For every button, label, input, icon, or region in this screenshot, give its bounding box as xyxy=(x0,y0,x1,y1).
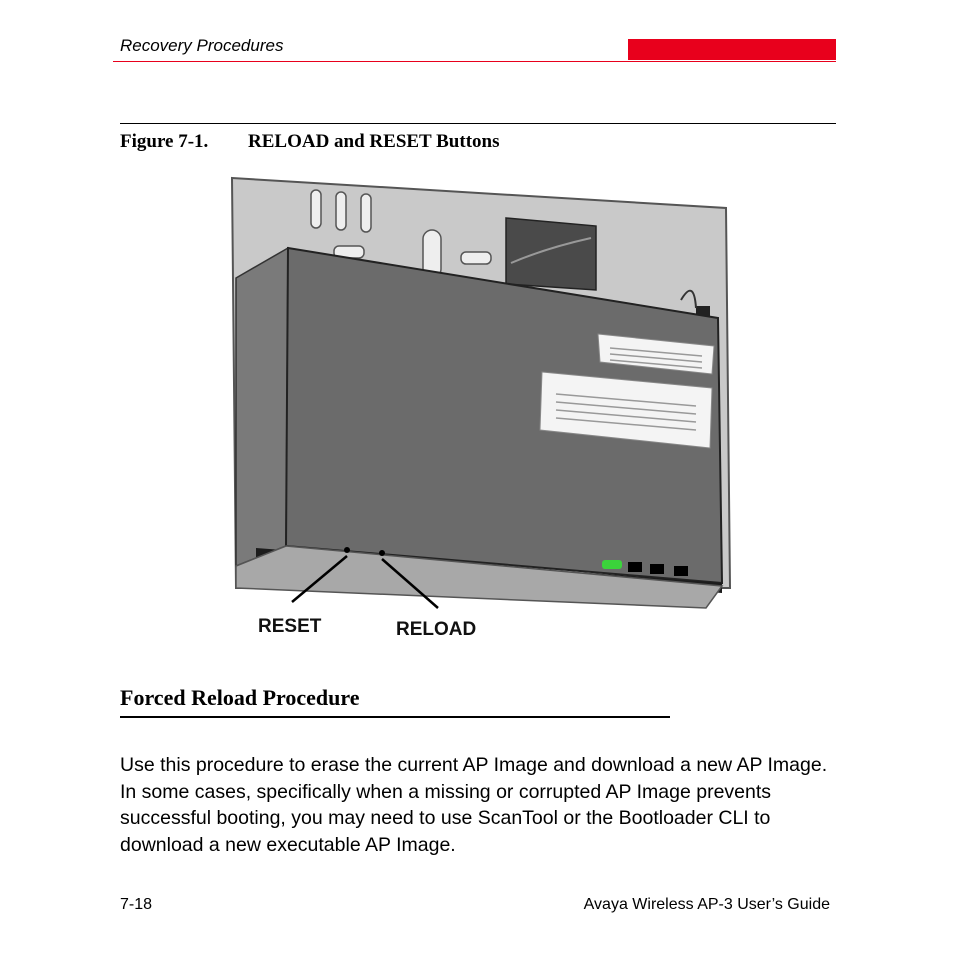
casing-left-side xyxy=(236,248,288,566)
port-2 xyxy=(650,564,664,574)
reload-pinhole xyxy=(379,550,385,556)
connector-housing xyxy=(506,218,596,290)
reload-label: RELOAD xyxy=(396,619,477,640)
section-heading: Forced Reload Procedure xyxy=(120,685,360,710)
running-header: Recovery Procedures xyxy=(120,36,284,55)
figure-top-rule xyxy=(120,123,836,124)
reset-pinhole xyxy=(344,547,350,553)
reset-label: RESET xyxy=(258,616,322,637)
figure-title: RELOAD and RESET Buttons xyxy=(248,131,500,152)
figure-number: Figure 7-1. xyxy=(120,131,209,152)
footer-title: Avaya Wireless AP-3 User’s Guide xyxy=(583,896,830,913)
header-accent-bar xyxy=(628,39,836,60)
page-number: 7-18 xyxy=(120,896,153,913)
figure-caption xyxy=(120,131,500,153)
port-3 xyxy=(674,566,688,576)
section-rule xyxy=(120,716,670,718)
header-rule xyxy=(113,61,836,62)
status-led-icon xyxy=(602,560,622,569)
access-point-illustration xyxy=(226,168,738,646)
body-paragraph: Use this procedure to erase the current AP Image and download a new AP Image. In some cases, specifically when a missing or corrupted AP Image prevents successful booting, you may need to use ScanTool or the Bootloader CLI to download a new executable AP Image. xyxy=(120,754,828,856)
port-1 xyxy=(628,562,642,572)
